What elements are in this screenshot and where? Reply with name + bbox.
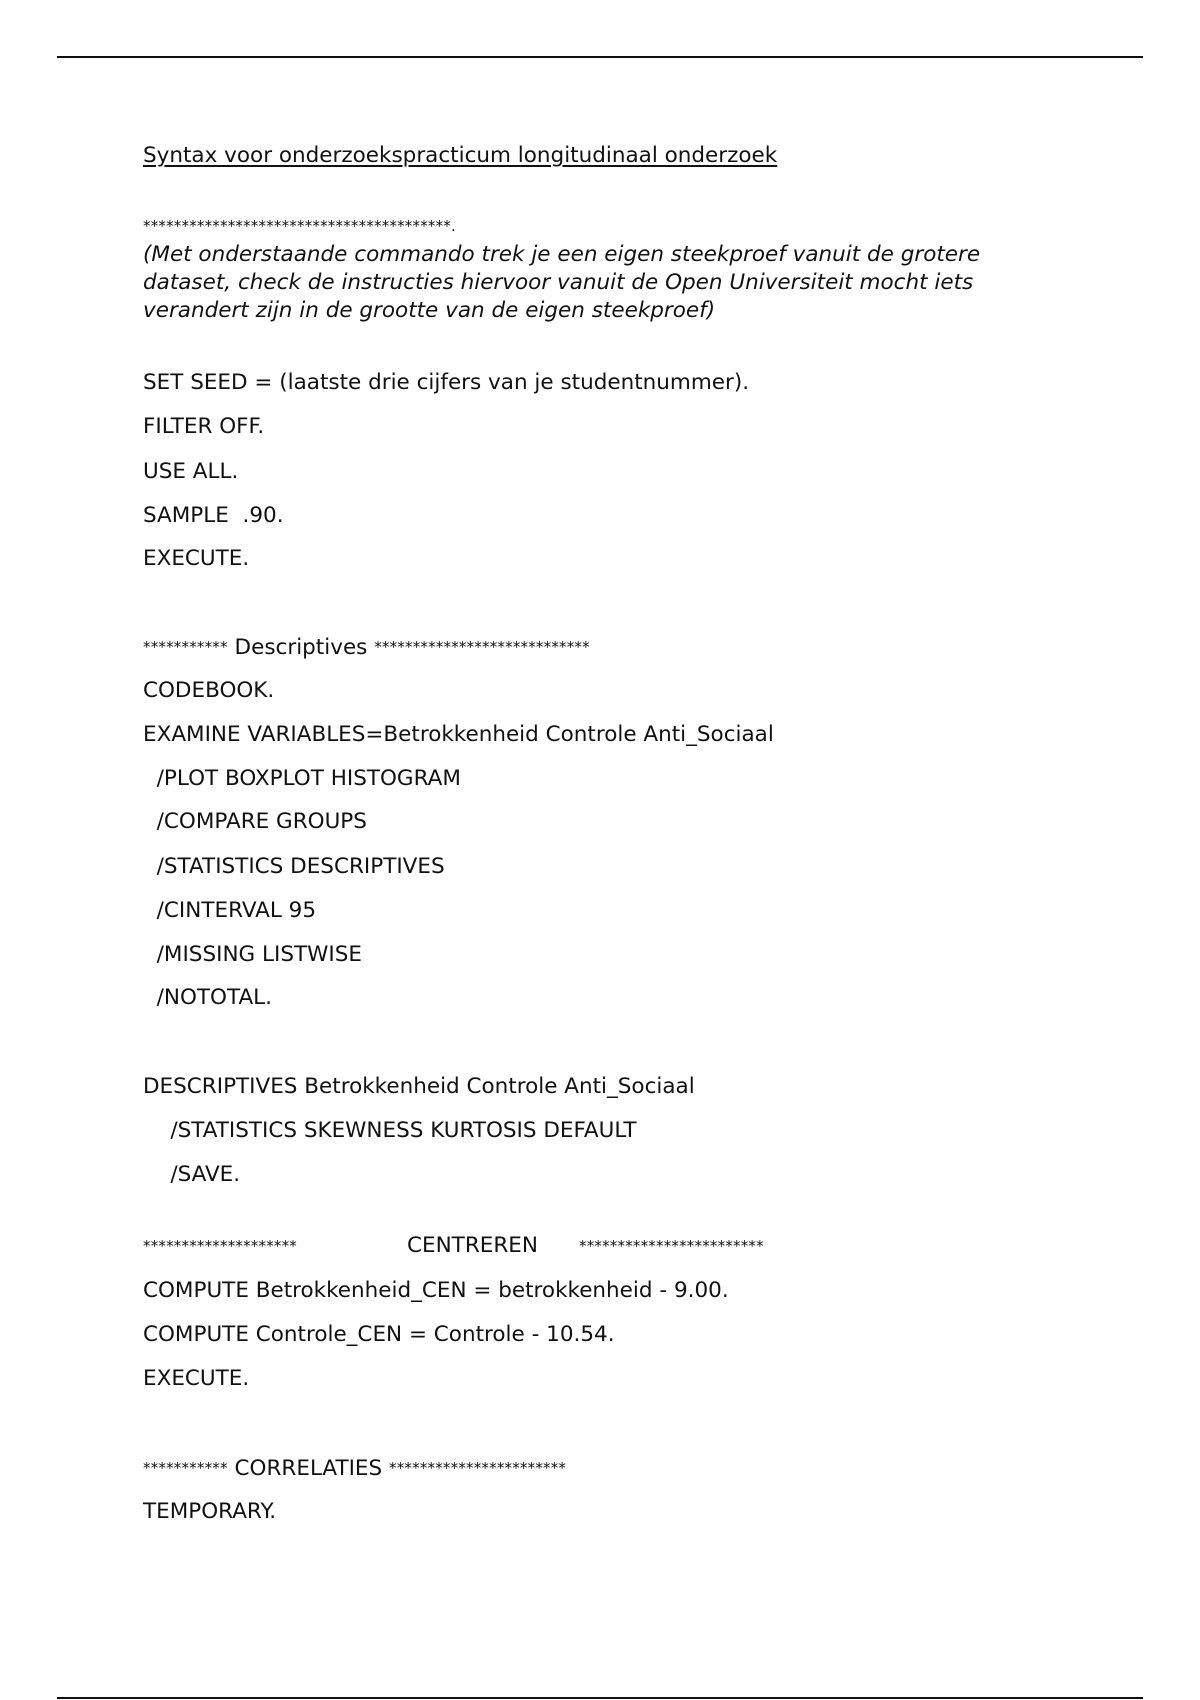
section-header-descriptives: *********** Descriptives **************************** xyxy=(143,635,590,660)
code-line-plot: /PLOT BOXPLOT HISTOGRAM xyxy=(143,766,461,791)
code-line-statistics-skewness: /STATISTICS SKEWNESS KURTOSIS DEFAULT xyxy=(143,1118,637,1143)
code-line-statistics: /STATISTICS DESCRIPTIVES xyxy=(143,854,445,879)
section-header-centreren: ******************** CENTREREN ************************ xyxy=(143,1233,764,1258)
top-rule xyxy=(57,56,1143,58)
code-line-execute: EXECUTE. xyxy=(143,546,250,571)
code-line-compare: /COMPARE GROUPS xyxy=(143,809,367,834)
section-header-correlaties: *********** CORRELATIES *********************** xyxy=(143,1456,567,1481)
code-line-missing: /MISSING LISTWISE xyxy=(143,942,362,967)
code-line-cinterval: /CINTERVAL 95 xyxy=(143,898,317,923)
code-line-sample: SAMPLE .90. xyxy=(143,503,284,528)
code-line-filter-off: FILTER OFF. xyxy=(143,414,265,439)
document-title: Syntax voor onderzoekspracticum longitudinaal onderzoek xyxy=(143,143,778,168)
bottom-rule xyxy=(57,1697,1143,1699)
code-line-codebook: CODEBOOK. xyxy=(143,678,275,703)
code-line-examine: EXAMINE VARIABLES=Betrokkenheid Controle Anti_Sociaal xyxy=(143,722,774,747)
code-line-save: /SAVE. xyxy=(143,1162,241,1187)
code-line-descriptives: DESCRIPTIVES Betrokkenheid Controle Anti_Sociaal xyxy=(143,1074,695,1099)
sample-note: (Met onderstaande commando trek je een eigen steekproef vanuit de grotere dataset, check de instructies hiervoor vanuit de Open Universiteit mocht iets verandert zijn in de grootte van de eigen steekproef) xyxy=(143,242,981,323)
star-line: ****************************************. xyxy=(143,217,456,235)
code-line-temporary: TEMPORARY. xyxy=(143,1499,277,1524)
code-line-compute-controle: COMPUTE Controle_CEN = Controle - 10.54. xyxy=(143,1322,615,1347)
code-line-nototal: /NOTOTAL. xyxy=(143,985,272,1010)
code-line-use-all: USE ALL. xyxy=(143,459,239,484)
code-line-set-seed: SET SEED = (laatste drie cijfers van je studentnummer). xyxy=(143,370,750,395)
code-line-execute-2: EXECUTE. xyxy=(143,1366,250,1391)
code-line-compute-betrokkenheid: COMPUTE Betrokkenheid_CEN = betrokkenheid - 9.00. xyxy=(143,1278,729,1303)
